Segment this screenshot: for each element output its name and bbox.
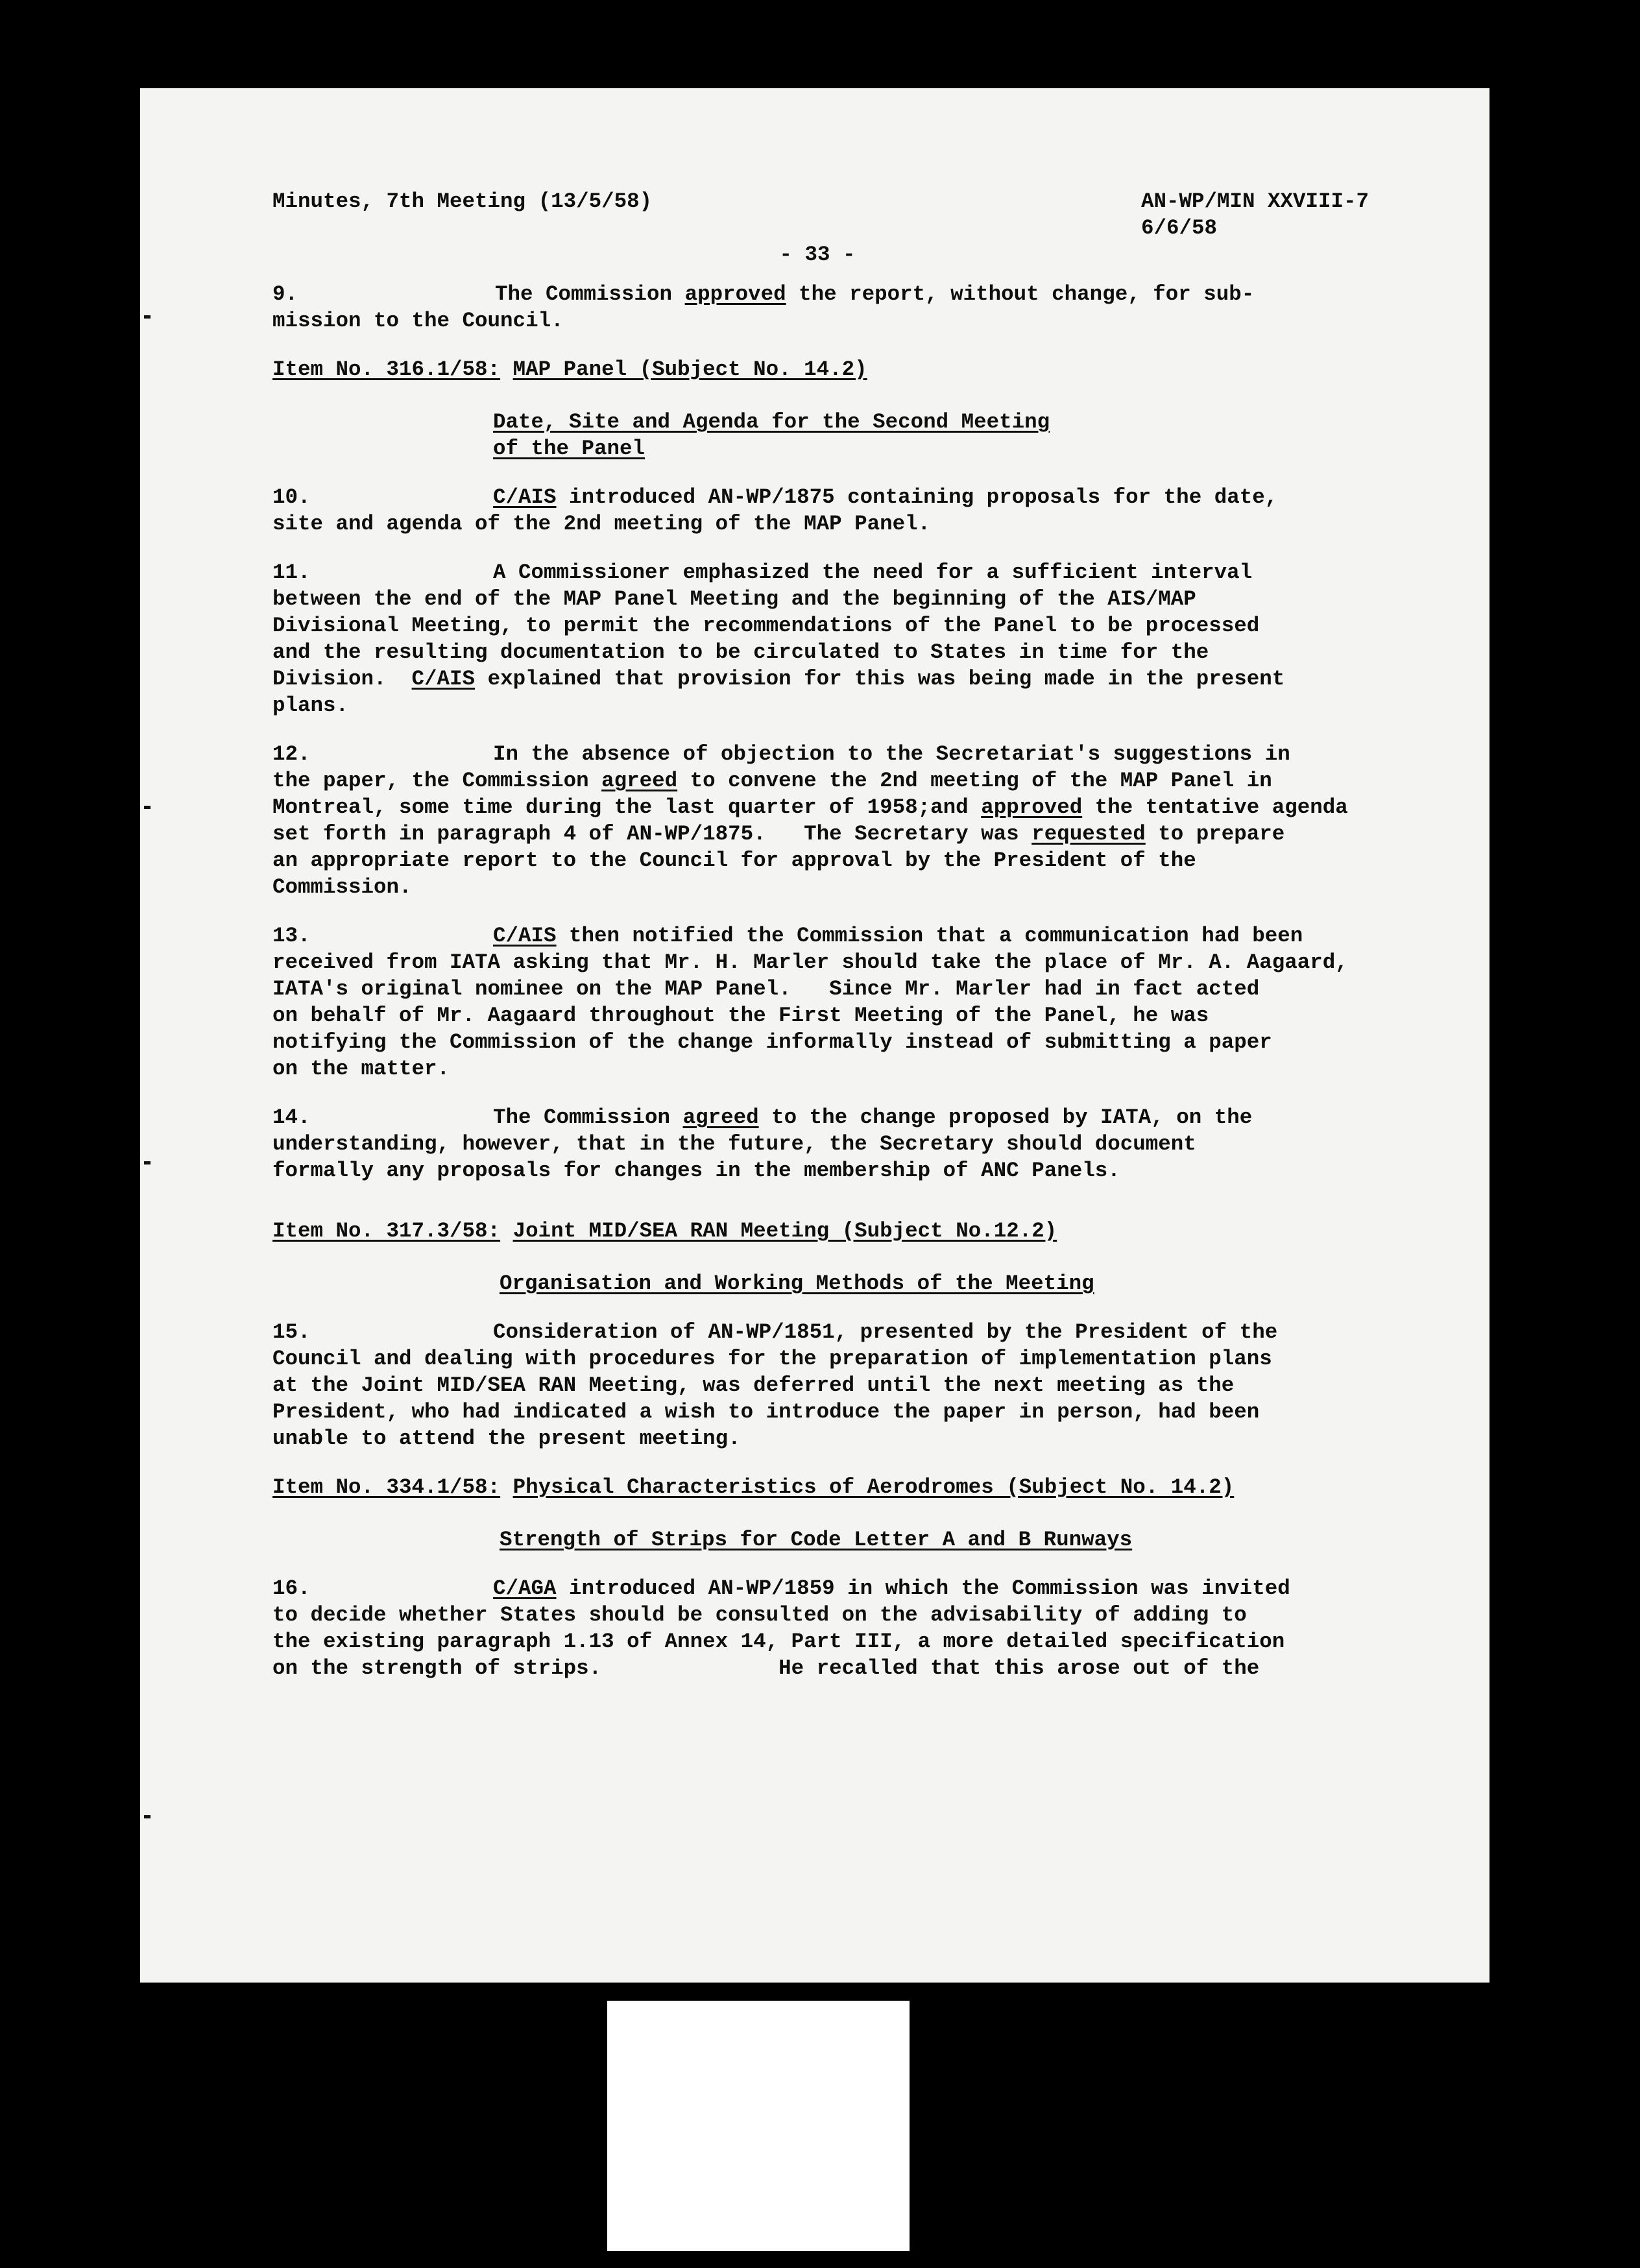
page-header xyxy=(272,169,1388,240)
paragraph-12: 12. In the absence of objection to the Secretariat's suggestions in the paper, the Commission agreed to convene the 2nd meeting of the MAP Panel in Montreal, some time during the last quarter of 1958;and approved the tentative agenda set forth in paragraph 4 of AN-WP/1875. The Secretary was requested to prepare an appropriate report to the Council for approval by the President of the Commission. xyxy=(272,742,1348,899)
paragraph-14: 14. The Commission agreed to the change proposed by IATA, on the understanding, however, that in the future, the Secretary should document formally any proposals for changes in the membership of ANC Panels. xyxy=(272,1105,1253,1183)
paragraph-16: 16. C/AGA introduced AN-WP/1859 in which the Commission was invited to decide whether States should be consulted on the advisability of adding to the existing paragraph 1.13 of Annex 14, Part III, a more detailed specification on the strength of strips. He recalled that this arose out of the xyxy=(272,1576,1290,1680)
margin-mark xyxy=(144,1815,151,1818)
paragraph-11: 11. A Commissioner emphasized the need for a sufficient interval between the end of the MAP Panel Meeting and the beginning of the AIS/MAP Divisional Meeting, to permit the recommendations of the Panel to be processed and the resulting documentation to be circulated to States in time for the Division. C/AIS explained that provision for this was being made in the present plans. xyxy=(272,561,1285,718)
decision-agreed: agreed xyxy=(682,1105,759,1129)
para-number: 14. xyxy=(272,1105,311,1129)
para-number: 11. xyxy=(272,561,311,585)
para-number: 15. xyxy=(272,1320,311,1344)
item-heading-317 xyxy=(272,1218,1388,1244)
blank-slip xyxy=(607,2001,910,2251)
reference-date: 6/6/58 xyxy=(1140,216,1217,240)
para-number: 13. xyxy=(272,924,311,948)
decision-requested: requested xyxy=(1031,822,1146,846)
minutes-title: Minutes, 7th Meeting (13/5/58) xyxy=(272,189,653,213)
item-label: Item No. 317.3/58: xyxy=(272,1219,501,1243)
speaker: C/AIS xyxy=(493,924,557,948)
para-number: 12. xyxy=(272,742,311,766)
speaker: C/AIS xyxy=(493,485,557,509)
margin-mark xyxy=(144,315,151,319)
item-label: Item No. 334.1/58: xyxy=(272,1475,501,1499)
page-number: - 33 - xyxy=(779,243,856,267)
margin-mark xyxy=(144,806,151,809)
paragraph-15: 15. Consideration of AN-WP/1851, presented by the President of the Council and dealing with procedures for the preparation of implementation plans at the Joint MID/SEA RAN Meeting, was deferred until the next meeting as the President, who had indicated a wish to introduce the paper in person, had been unable to attend the present meeting. xyxy=(272,1320,1278,1451)
speaker: C/AIS xyxy=(411,667,476,691)
paragraph-9: 9. The Commission approved the report, without change, for sub- mission to the Council. xyxy=(272,282,1255,333)
decision-approved: approved xyxy=(684,282,786,306)
item-subheading-317: Organisation and Working Methods of the Meeting xyxy=(500,1272,1094,1296)
item-subheading-334: Strength of Strips for Code Letter A and B Runways xyxy=(500,1528,1133,1552)
reference-number: AN-WP/MIN XXVIII-7 xyxy=(1140,189,1369,213)
para-number: 16. xyxy=(272,1576,311,1600)
item-subject: Physical Characteristics of Aerodromes (Subject No. 14.2) xyxy=(512,1475,1235,1499)
item-subheading-316: Date, Site and Agenda for the Second Meeting of the Panel xyxy=(493,410,1050,461)
item-subject: MAP Panel (Subject No. 14.2) xyxy=(512,357,867,381)
paragraph-10: 10. C/AIS introduced AN-WP/1875 containing proposals for the date, site and agenda of the 2nd meeting of the MAP Panel. xyxy=(272,485,1278,536)
margin-mark xyxy=(144,1161,151,1164)
decision-agreed: agreed xyxy=(601,769,678,793)
paragraph-13: 13. C/AIS then notified the Commission that a communication had been received from IATA asking that Mr. H. Marler should take the place of Mr. A. Aagaard, IATA's original nominee on the MAP Panel. Since Mr. Marler had in fact acted on behalf of Mr. Aagaard throughout the First Meeting of the Panel, he was notifying the Commission of the change informally instead of submitting a paper on the matter. xyxy=(272,924,1348,1081)
document-reference xyxy=(1141,188,1369,241)
item-subject: Joint MID/SEA RAN Meeting (Subject No.12.2) xyxy=(512,1219,1057,1243)
document-body xyxy=(272,169,1388,1704)
decision-approved: approved xyxy=(981,795,1083,819)
para-number: 10. xyxy=(272,485,311,509)
item-heading-334 xyxy=(272,1474,1388,1501)
item-label: Item No. 316.1/58: xyxy=(272,357,501,381)
speaker: C/AGA xyxy=(493,1576,557,1600)
para-number: 9. xyxy=(272,282,298,306)
item-heading-316 xyxy=(272,356,1388,383)
